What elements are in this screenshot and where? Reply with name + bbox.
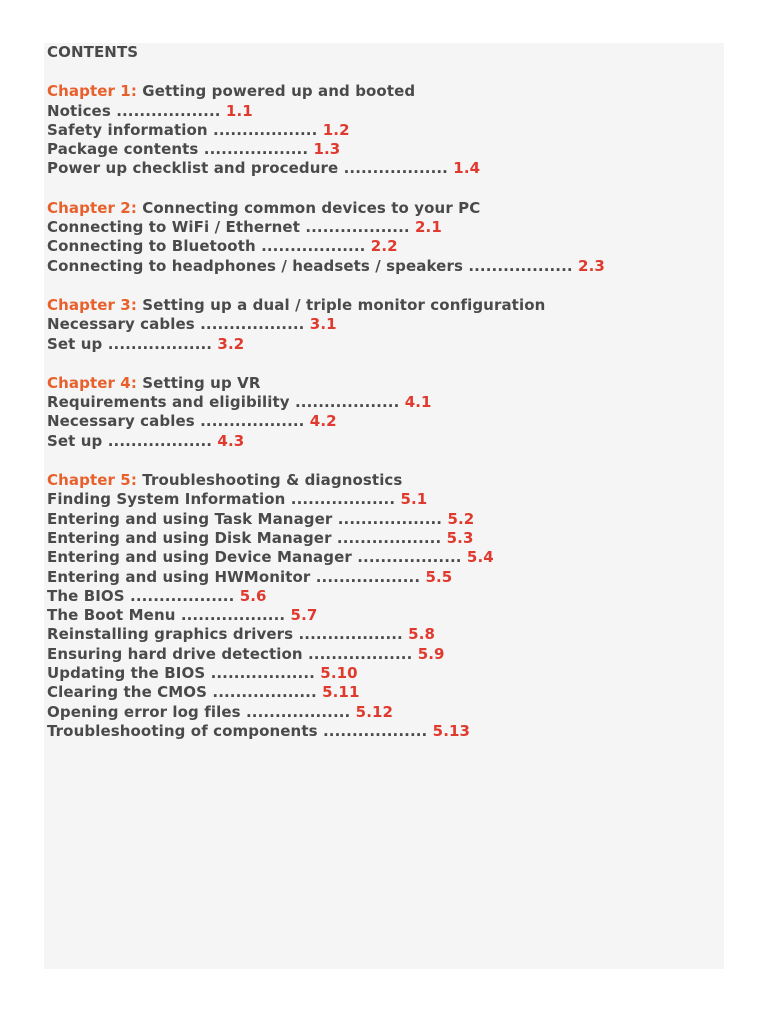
toc-entry-title: Set up [47,431,103,450]
document-page [44,43,724,969]
toc-entry-number: 5.6 [239,586,267,605]
chapter-label: Chapter 4: [47,373,137,392]
toc-entry-number: 3.2 [217,334,245,353]
toc-entry-number: 3.1 [309,315,337,334]
leader-dots: .................. [315,567,421,586]
leader-dots: .................. [336,528,442,547]
leader-dots: .................. [210,664,315,683]
leader-dots: .................. [337,509,443,528]
leader-dots: .................. [357,548,462,567]
toc-entry[interactable] [47,315,724,334]
toc-entry-number: 2.3 [578,256,605,275]
toc-entry[interactable] [47,335,724,354]
toc-entry[interactable] [47,722,724,741]
leader-dots: .................. [290,490,396,509]
chapter-heading[interactable] [47,471,724,490]
toc-entry[interactable] [47,257,724,276]
leader-dots: .................. [180,606,286,625]
chapter-heading[interactable] [47,296,724,315]
toc-entry[interactable] [47,587,724,606]
toc-entry[interactable] [47,548,724,567]
toc-entry[interactable] [47,218,724,237]
toc-entry-title: Connecting to Bluetooth [47,237,256,256]
toc-entry[interactable] [47,568,724,587]
leader-dots: .................. [295,393,400,412]
toc-entry[interactable] [47,140,724,159]
toc-entry-number: 2.1 [415,218,442,237]
toc-entry-title: Safety information [47,120,208,139]
toc-entry-number: 5.9 [417,644,445,663]
leader-dots: .................. [261,237,366,256]
toc-entry[interactable] [47,159,724,178]
leader-dots: .................. [203,140,309,159]
toc-entry-title: Notices [47,101,111,120]
toc-entry[interactable] [47,412,724,431]
toc-entry-number: 1.2 [322,120,350,139]
chapter-title: Setting up a dual / triple monitor configuration [142,295,546,314]
toc-entry[interactable] [47,393,724,412]
leader-dots: .................. [200,412,305,431]
toc-entry-number: 1.1 [225,101,253,120]
leader-dots: .................. [200,315,305,334]
toc-entry-number: 5.5 [425,567,453,586]
toc-entry-title: Ensuring hard drive detection [47,644,303,663]
leader-dots: .................. [305,218,410,237]
chapter-heading[interactable] [47,199,724,218]
toc-entry-title: The Boot Menu [47,606,176,625]
chapter-1 [47,82,724,178]
contents-heading: CONTENTS [47,43,139,61]
toc-entry-title: Entering and using Task Manager [47,509,333,528]
toc-entry-title: Entering and using HWMonitor [47,567,311,586]
toc-entry-title: The BIOS [47,586,125,605]
leader-dots: .................. [308,644,413,663]
leader-dots: .................. [298,625,403,644]
toc-entry[interactable] [47,102,724,121]
chapter-heading[interactable] [47,82,724,101]
chapter-label: Chapter 2: [47,198,137,217]
chapter-list [47,82,724,741]
toc-entry-title: Opening error log files [47,702,241,721]
toc-entry-number: 5.10 [320,664,358,683]
chapter-title: Connecting common devices to your PC [142,198,481,217]
table-of-contents [47,43,724,741]
chapter-title: Troubleshooting & diagnostics [142,471,403,490]
toc-entry-number: 4.1 [404,393,432,412]
toc-entry-number: 5.7 [290,606,318,625]
leader-dots: .................. [107,431,213,450]
chapter-heading[interactable] [47,374,724,393]
leader-dots: .................. [130,586,235,605]
toc-entry[interactable] [47,490,724,509]
toc-entry[interactable] [47,625,724,644]
toc-entry-title: Updating the BIOS [47,664,206,683]
toc-entry-number: 1.3 [313,140,341,159]
toc-entry-title: Entering and using Disk Manager [47,528,332,547]
toc-entry-title: Necessary cables [47,315,195,334]
leader-dots: .................. [245,702,351,721]
toc-entry-title: Reinstalling graphics drivers [47,625,294,644]
toc-entry-number: 5.8 [408,625,436,644]
toc-entry-title: Power up checklist and procedure [47,159,339,178]
toc-entry[interactable] [47,606,724,625]
leader-dots: .................. [322,721,428,740]
toc-entry-number: 4.2 [309,412,337,431]
leader-dots: .................. [343,159,448,178]
toc-entry-number: 2.2 [370,237,398,256]
chapter-label: Chapter 5: [47,471,137,490]
chapter-label: Chapter 3: [47,295,137,314]
leader-dots: .................. [212,683,317,702]
toc-entry-title: Finding System Information [47,490,286,509]
toc-entry-title: Clearing the CMOS [47,683,208,702]
leader-dots: .................. [107,334,213,353]
chapter-3 [47,296,724,354]
toc-entry[interactable] [47,237,724,256]
toc-entry-title: Entering and using Device Manager [47,548,352,567]
chapter-title: Getting powered up and booted [142,82,416,101]
toc-entry-number: 5.1 [400,490,428,509]
toc-entry-title: Necessary cables [47,412,195,431]
toc-entry-title: Requirements and eligibility [47,393,290,412]
toc-entry-title: Connecting to headphones / headsets / speakers [47,256,463,275]
chapter-title: Setting up VR [142,373,261,392]
toc-entry-number: 5.2 [447,509,475,528]
toc-entry-number: 5.4 [466,548,494,567]
chapter-2 [47,199,724,276]
toc-entry-number: 5.11 [322,683,360,702]
leader-dots: .................. [213,120,318,139]
toc-entry[interactable] [47,664,724,683]
toc-entry-number: 5.12 [355,702,394,721]
toc-entry[interactable] [47,432,724,451]
leader-dots: .................. [116,101,221,120]
toc-entry-number: 4.3 [217,431,245,450]
toc-entry[interactable] [47,683,724,702]
toc-entry[interactable] [47,645,724,664]
toc-entry[interactable] [47,703,724,722]
chapter-5 [47,471,724,741]
toc-entry[interactable] [47,510,724,529]
toc-entry-title: Package contents [47,140,199,159]
toc-entry-number: 5.3 [446,528,474,547]
toc-entry-title: Connecting to WiFi / Ethernet [47,218,300,237]
toc-entry-title: Set up [47,334,103,353]
toc-entry[interactable] [47,121,724,140]
chapter-label: Chapter 1: [47,82,137,101]
toc-entry-number: 5.13 [432,721,471,740]
toc-entry-title: Troubleshooting of components [47,721,318,740]
toc-entry-number: 1.4 [453,159,481,178]
leader-dots: .................. [468,256,573,275]
chapter-4 [47,374,724,451]
toc-entry[interactable] [47,529,724,548]
